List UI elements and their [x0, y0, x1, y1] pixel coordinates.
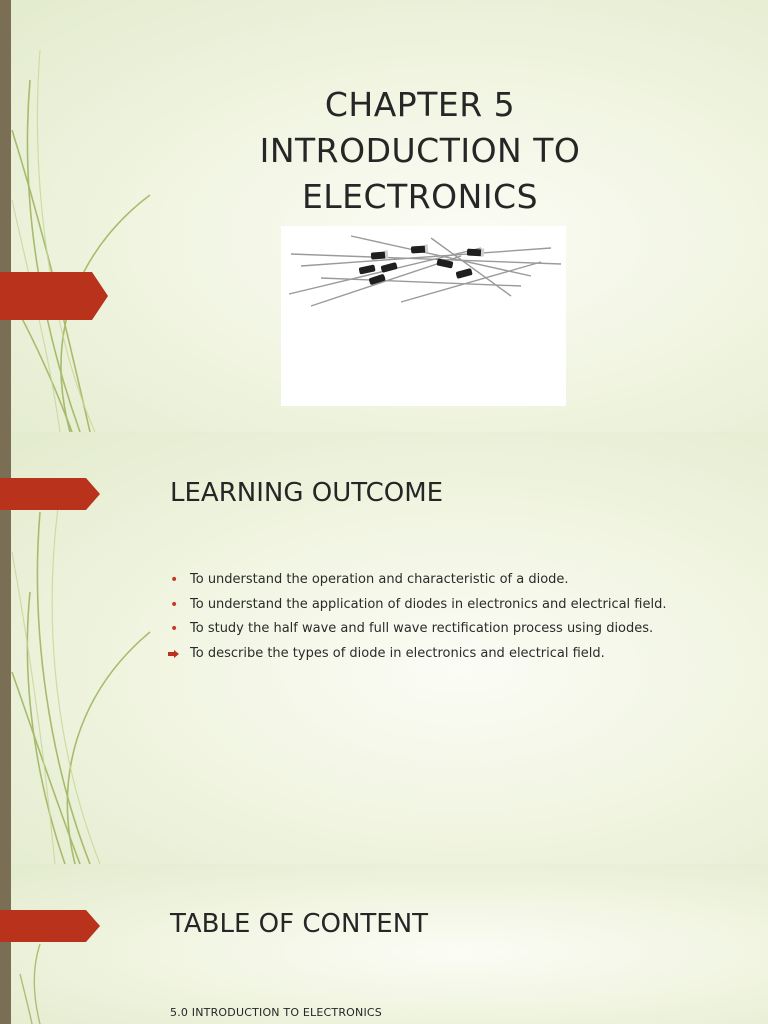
list-item [168, 642, 667, 667]
bullet-dot-icon: • [170, 596, 179, 613]
left-accent-bar [0, 864, 11, 1024]
slide-title [0, 0, 768, 432]
slide-table-of-content [0, 864, 768, 1024]
list-item [168, 617, 667, 642]
slide-tab-marker [0, 910, 100, 942]
diodes-photo [281, 226, 566, 406]
slide-learning-outcome [0, 432, 768, 864]
bullet-dot-icon: • [170, 572, 179, 588]
chapter-title [200, 82, 640, 220]
slide-tab-marker [0, 272, 108, 320]
bullet-text: To understand the operation and characteristic of a diode. [190, 572, 569, 587]
left-accent-bar [0, 0, 11, 432]
table-of-content-heading: TABLE OF CONTENT [170, 909, 429, 939]
bullet-text: To understand the application of diodes in electronics and electrical field. [190, 596, 667, 612]
list-item [168, 568, 667, 593]
decorative-swirl [0, 0, 160, 432]
arrow-bullet-icon [168, 650, 179, 658]
diodes-illustration [281, 226, 566, 406]
bullet-dot-icon: • [170, 621, 179, 637]
slide-tab-marker [0, 478, 100, 510]
title-line-2: INTRODUCTION TO [259, 131, 581, 170]
learning-outcome-heading: LEARNING OUTCOME [170, 478, 444, 508]
learning-outcome-list [168, 568, 667, 666]
list-item [168, 593, 667, 618]
bullet-text: To study the half wave and full wave rectification process using diodes. [190, 621, 654, 636]
title-line-3: ELECTRONICS [301, 177, 539, 216]
decorative-swirl [0, 864, 120, 1024]
title-line-1: CHAPTER 5 [324, 85, 516, 124]
bullet-text: To describe the types of diode in electronics and electrical field. [190, 645, 605, 661]
toc-item: 5.0 INTRODUCTION TO ELECTRONICS [170, 1006, 382, 1019]
